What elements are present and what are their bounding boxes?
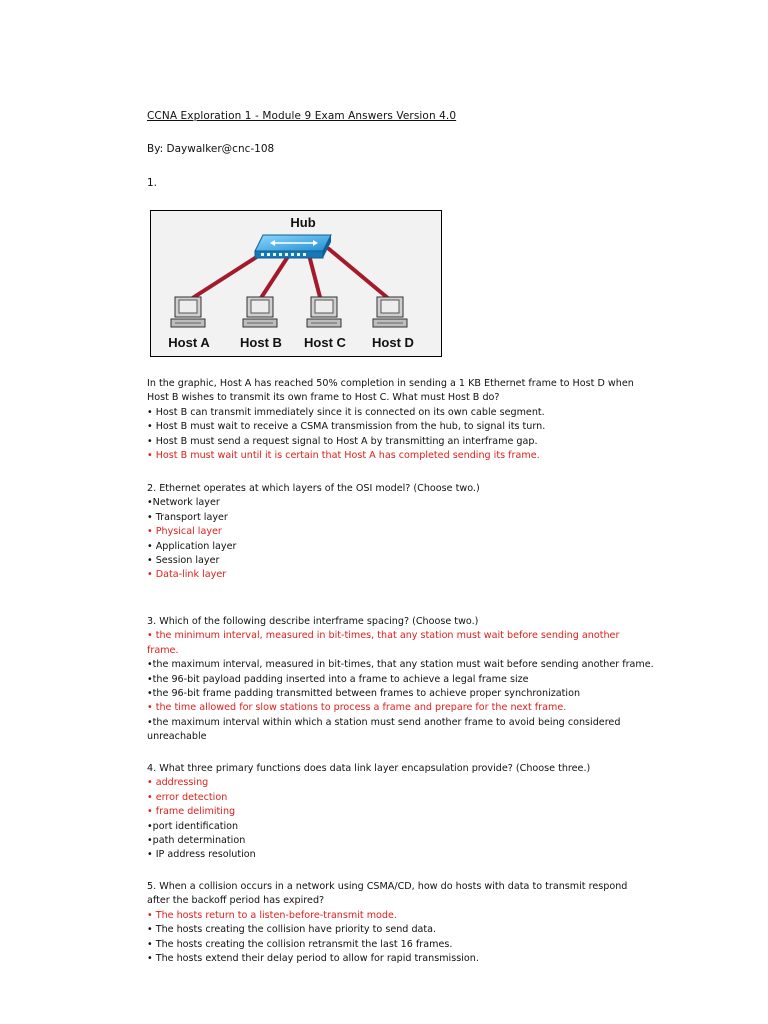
answer-option: •the 96-bit frame padding transmitted between frames to achieve proper synchronization — [147, 688, 581, 700]
correct-answer-option: • Physical layer — [147, 526, 222, 538]
host-b-label: Host B — [240, 335, 282, 350]
computer-icon-host-b — [243, 297, 277, 327]
question-1-number: 1. — [147, 177, 158, 189]
cable-host-d — [329, 249, 389, 299]
computer-icon-host-c — [307, 297, 341, 327]
question-stem: In the graphic, Host A has reached 50% completion in sending a 1 KB Ethernet frame to Host D when Host B wishes to transmit its own frame to Host C. What must Host B do? — [147, 378, 634, 404]
computer-icon-host-a — [171, 297, 205, 327]
hub-network-figure — [150, 210, 442, 357]
answer-option: • Transport layer — [147, 511, 228, 523]
question-4 — [147, 762, 652, 863]
answer-option: •the 96-bit payload padding inserted into a frame to achieve a legal frame size — [147, 673, 529, 685]
document-title: CCNA Exploration 1 - Module 9 Exam Answers Version 4.0 — [147, 110, 457, 122]
correct-answer-option: • the time allowed for slow stations to process a frame and prepare for the next frame. — [147, 702, 567, 714]
cable-host-b — [259, 255, 289, 301]
answer-option: •Network layer — [147, 497, 220, 509]
question-3 — [147, 615, 652, 745]
question-2 — [147, 482, 652, 583]
answer-option: • Host B must wait to receive a CSMA transmission from the hub, to signal its turn. — [147, 421, 546, 433]
hub-label: Hub — [290, 215, 316, 230]
answer-option: • The hosts creating the collision retransmit the last 16 frames. — [147, 938, 453, 950]
author-byline: By: Daywalker@cnc-108 — [147, 143, 275, 155]
answer-option: •path determination — [147, 835, 246, 847]
host-d-label: Host D — [372, 335, 414, 350]
host-c-label: Host C — [304, 335, 346, 350]
correct-answer-option: • Data-link layer — [147, 569, 227, 581]
host-a-label: Host A — [168, 335, 210, 350]
answer-option: • Session layer — [147, 555, 220, 567]
answer-option: •the maximum interval, measured in bit-times, that any station must wait before sending another frame. — [147, 659, 654, 671]
answer-option: •port identification — [147, 820, 239, 832]
correct-answer-option: • the minimum interval, measured in bit-times, that any station must wait before sending another frame. — [147, 630, 620, 656]
hub-network-diagram — [151, 211, 441, 356]
hub-icon — [255, 235, 331, 258]
answer-option: • Host B must send a request signal to Host A by transmitting an interframe gap. — [147, 435, 538, 447]
answer-option: • The hosts extend their delay period to allow for rapid transmission. — [147, 953, 479, 965]
question-1 — [147, 377, 652, 463]
answer-option: •the maximum interval within which a station must send another frame to avoid being considered unreachable — [147, 716, 621, 743]
question-stem: 2. Ethernet operates at which layers of the OSI model? (Choose two.) — [147, 483, 480, 494]
question-5 — [147, 880, 652, 966]
cable-host-c — [309, 255, 321, 301]
answer-option: • Application layer — [147, 540, 237, 552]
question-stem: 3. Which of the following describe interframe spacing? (Choose two.) — [147, 616, 479, 627]
question-stem: 4. What three primary functions does data link layer encapsulation provide? (Choose three.) — [147, 763, 591, 774]
correct-answer-option: • error detection — [147, 791, 228, 803]
computer-icon-host-d — [373, 297, 407, 327]
answer-option: • The hosts creating the collision have priority to send data. — [147, 924, 437, 936]
correct-answer-option: • Host B must wait until it is certain that Host A has completed sending its frame. — [147, 450, 540, 462]
question-stem: 5. When a collision occurs in a network using CSMA/CD, how do hosts with data to transmit respond after the backoff period has expired? — [147, 881, 628, 907]
answer-option: • Host B can transmit immediately since it is connected on its own cable segment. — [147, 406, 545, 418]
correct-answer-option: • addressing — [147, 777, 209, 789]
correct-answer-option: • The hosts return to a listen-before-transmit mode. — [147, 909, 397, 921]
answer-option: • IP address resolution — [147, 849, 256, 861]
correct-answer-option: • frame delimiting — [147, 806, 236, 818]
